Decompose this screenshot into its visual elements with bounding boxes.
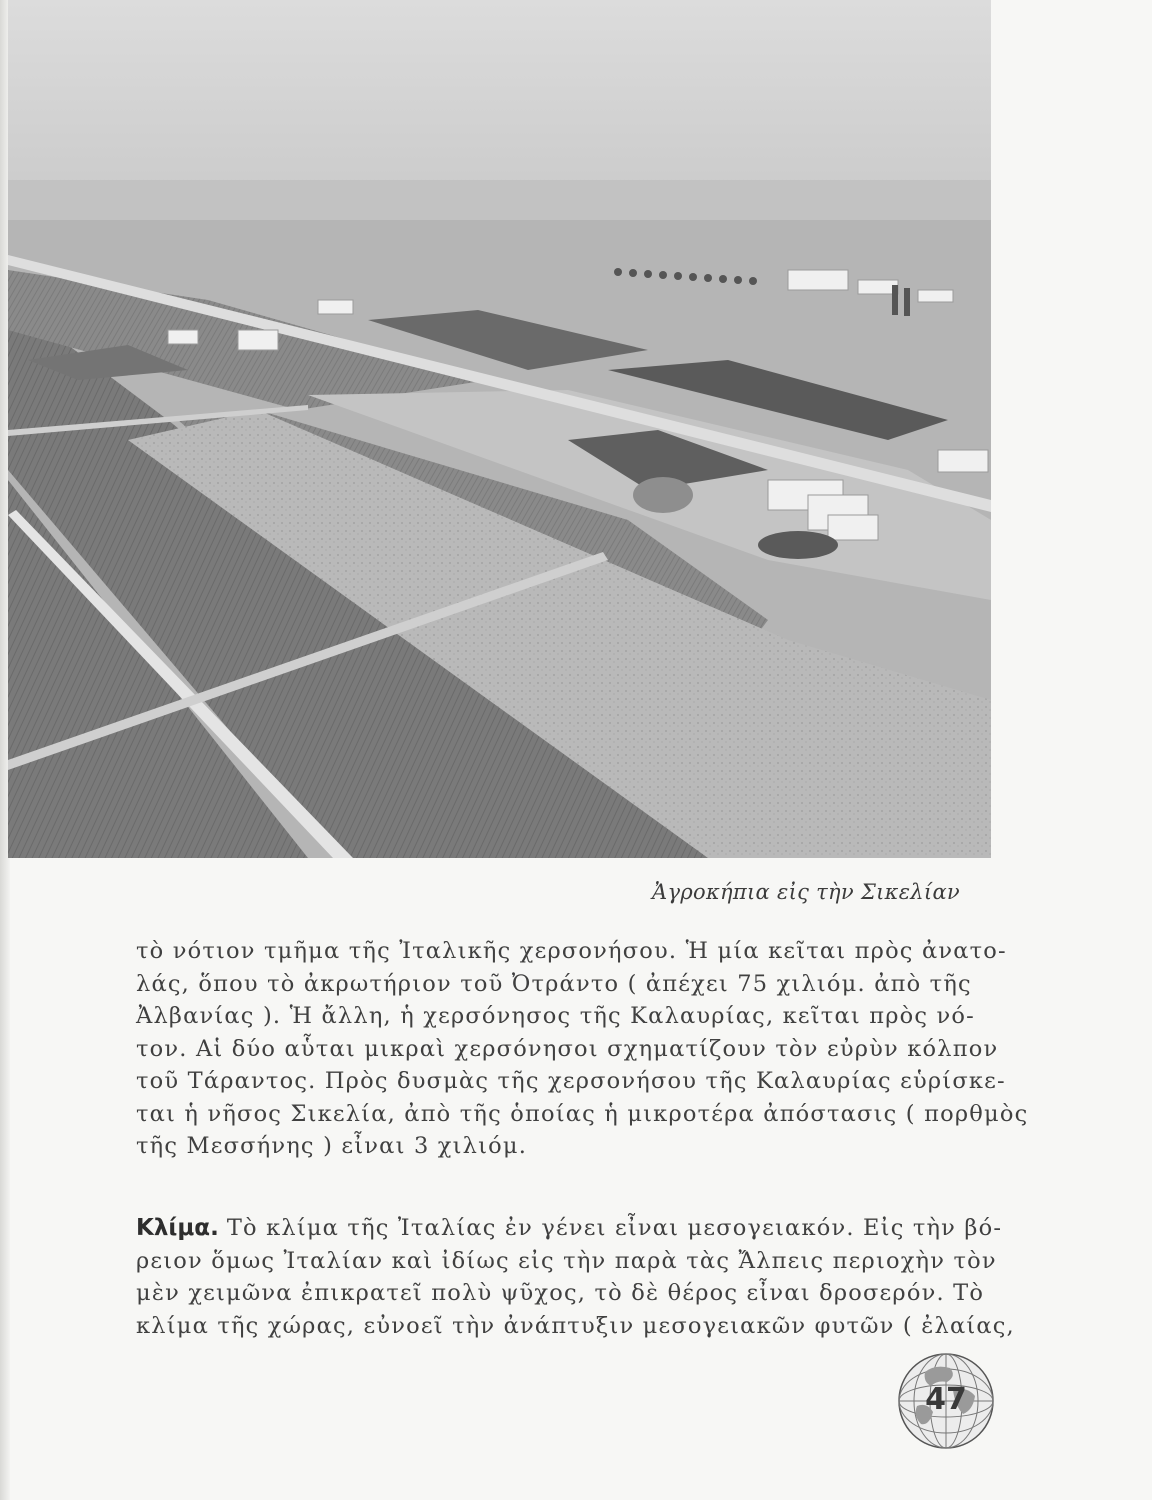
- page-number: 47: [925, 1382, 967, 1417]
- text-line-rest: Τὸ κλίμα τῆς Ἰταλίας ἐν γένει εἶναι μεσογειακόν. Εἰς τὴν βό-: [226, 1215, 1003, 1241]
- text-line: τον. Αἱ δύο αὗται μικραὶ χερσόνησοι σχηματίζουν τὸν εὐρὺν κόλπον: [136, 1035, 999, 1062]
- body-paragraph-climate: [136, 1212, 1015, 1342]
- text-line: τὸ νότιον τμῆμα τῆς Ἰταλικῆς χερσονήσου. Ἡ μία κεῖται πρὸς ἀνατο-: [136, 938, 1007, 964]
- body-paragraph-geography: [136, 935, 1029, 1163]
- text-line: λάς, ὅπου τὸ ἀκρωτήριον τοῦ Ὀτράντο ( ἀπέχει 75 χιλιόμ. ἀπὸ τῆς: [136, 970, 972, 997]
- text-line: μὲν χειμῶνα ἐπικρατεῖ πολὺ ψῦχος, τὸ δὲ θέρος εἶναι δροσερόν. Τὸ: [136, 1280, 985, 1306]
- text-line: κλίμα τῆς χώρας, εὐνοεῖ τὴν ἀνάπτυξιν μεσογειακῶν φυτῶν ( ἐλαίας,: [136, 1312, 1015, 1339]
- text-line: ται ἡ νῆσος Σικελία, ἀπὸ τῆς ὁποίας ἡ μικροτέρα ἀπόστασις ( πορθμὸς: [136, 1100, 1029, 1127]
- photo-caption: Ἀγροκήπια εἰς τὴν Σικελίαν: [652, 880, 960, 904]
- aerial-farmland-photo: [8, 0, 991, 858]
- text-line: Ἀλβανίας ). Ἡ ἄλλη, ἡ χερσόνησος τῆς Καλαυρίας, κεῖται πρὸς νό-: [136, 1003, 975, 1029]
- text-line: τοῦ Τάραντος. Πρὸς δυσμὰς τῆς χερσονήσου τῆς Καλαυρίας εὑρίσκε-: [136, 1068, 1006, 1094]
- section-heading-climate: Κλίμα.: [136, 1215, 219, 1241]
- text-line: ρειον ὅμως Ἰταλίαν καὶ ἰδίως εἰς τὴν παρὰ τὰς Ἄλπεις περιοχὴν τὸν: [136, 1247, 997, 1274]
- text-line: τῆς Μεσσήνης ) εἶναι 3 χιλιόμ.: [136, 1133, 528, 1159]
- text-line-with-heading: [136, 1212, 1003, 1245]
